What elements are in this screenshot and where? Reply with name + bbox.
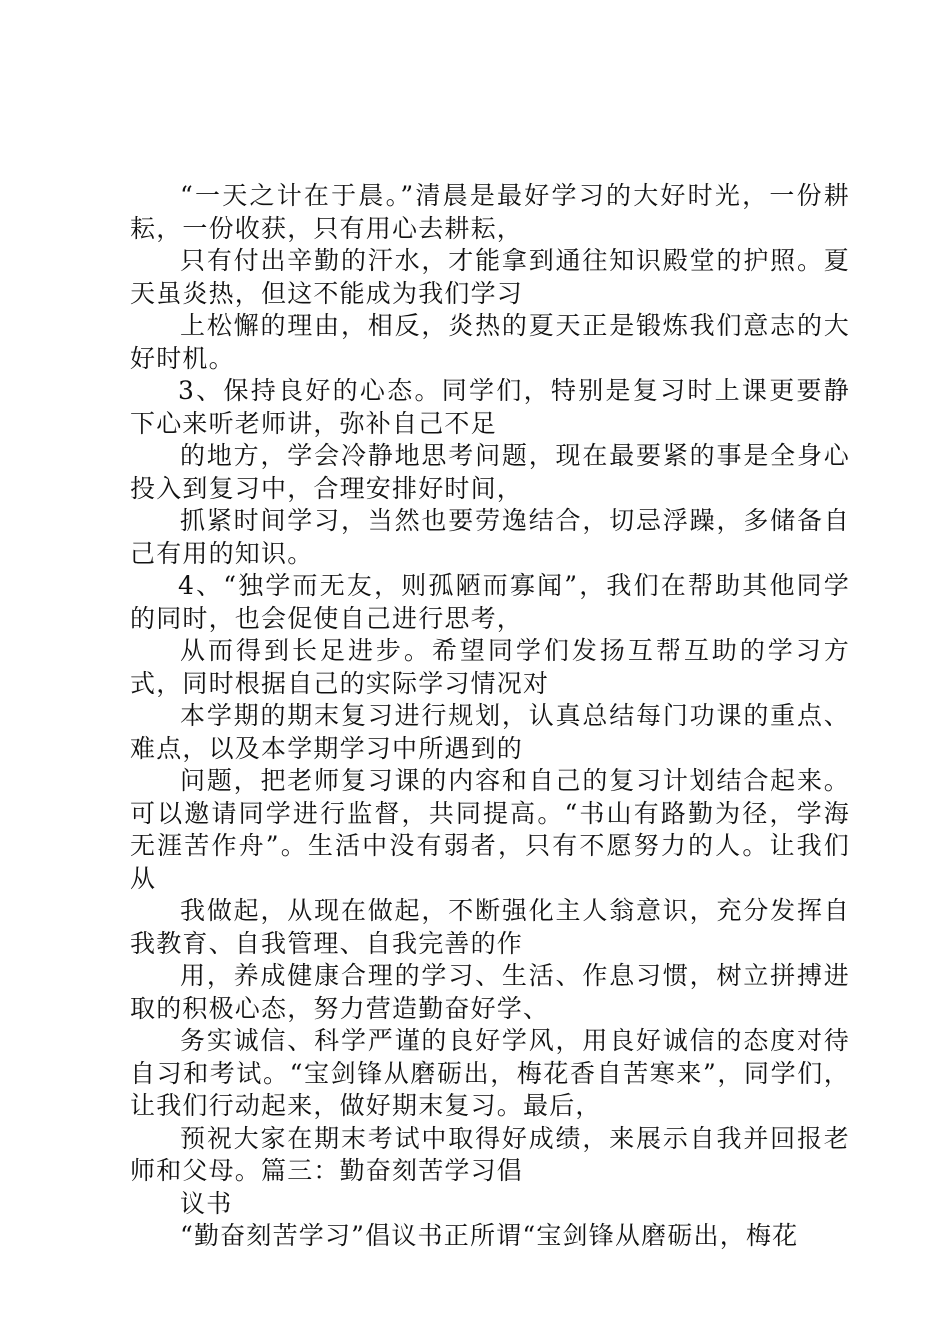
paragraph-13: 务实诚信、科学严谨的良好学风，用良好诚信的态度对待自习和考试。“宝剑锋从磨砺出，梅花香自苦寒来”，同学们，让我们行动起来，做好期末复习。最后， [130,1026,850,1120]
paragraph-11: 我做起，从现在做起，不断强化主人翁意识，充分发挥自我教育、自我管理、自我完善的作 [130,896,850,958]
paragraph-16: “勤奋刻苦学习”倡议书正所谓“宝剑锋从磨砺出，梅花 [180,1221,799,1250]
paragraph-1: “一天之计在于晨。”清晨是最好学习的大好时光，一份耕耘，一份收获，只有用心去耕耘， [130,181,850,243]
paragraph-3: 上松懈的理由，相反，炎热的夏天正是锻炼我们意志的大好时机。 [130,311,850,373]
paragraph-6: 抓紧时间学习，当然也要劳逸结合，切忌浮躁，多储备自己有用的知识。 [130,506,850,568]
paragraph-10: 问题，把老师复习课的内容和自己的复习计划结合起来。可以邀请同学进行监督，共同提高。“书山有路勤为径，学海无涯苦作舟”。生活中没有弱者，只有不愿努力的人。让我们从 [130,766,850,893]
paragraph-7: 4、“独学而无友，则孤陋而寡闻”，我们在帮助其他同学的同时，也会促使自己进行思考， [130,571,850,633]
paragraph-12: 用，养成健康合理的学习、生活、作息习惯，树立拼搏进取的积极心态，努力营造勤奋好学、 [130,961,850,1023]
paragraph-9: 本学期的期末复习进行规划，认真总结每门功课的重点、难点，以及本学期学习中所遇到的 [130,701,850,763]
paragraph-15: 议书 [180,1188,233,1218]
paragraph-5: 的地方，学会冷静地思考问题，现在最要紧的事是全身心投入到复习中，合理安排好时间， [130,441,850,503]
document-body [130,180,850,1253]
paragraph-14: 预祝大家在期末考试中取得好成绩，来展示自我并回报老师和父母。篇三：勤奋刻苦学习倡 [130,1123,850,1185]
paragraph-2: 只有付出辛勤的汗水，才能拿到通往知识殿堂的护照。夏天虽炎热，但这不能成为我们学习 [130,246,850,308]
paragraph-8: 从而得到长足进步。希望同学们发扬互帮互助的学习方式，同时根据自己的实际学习情况对 [130,636,850,698]
paragraph-4: 3、保持良好的心态。同学们，特别是复习时上课更要静下心来听老师讲，弥补自己不足 [130,376,850,438]
